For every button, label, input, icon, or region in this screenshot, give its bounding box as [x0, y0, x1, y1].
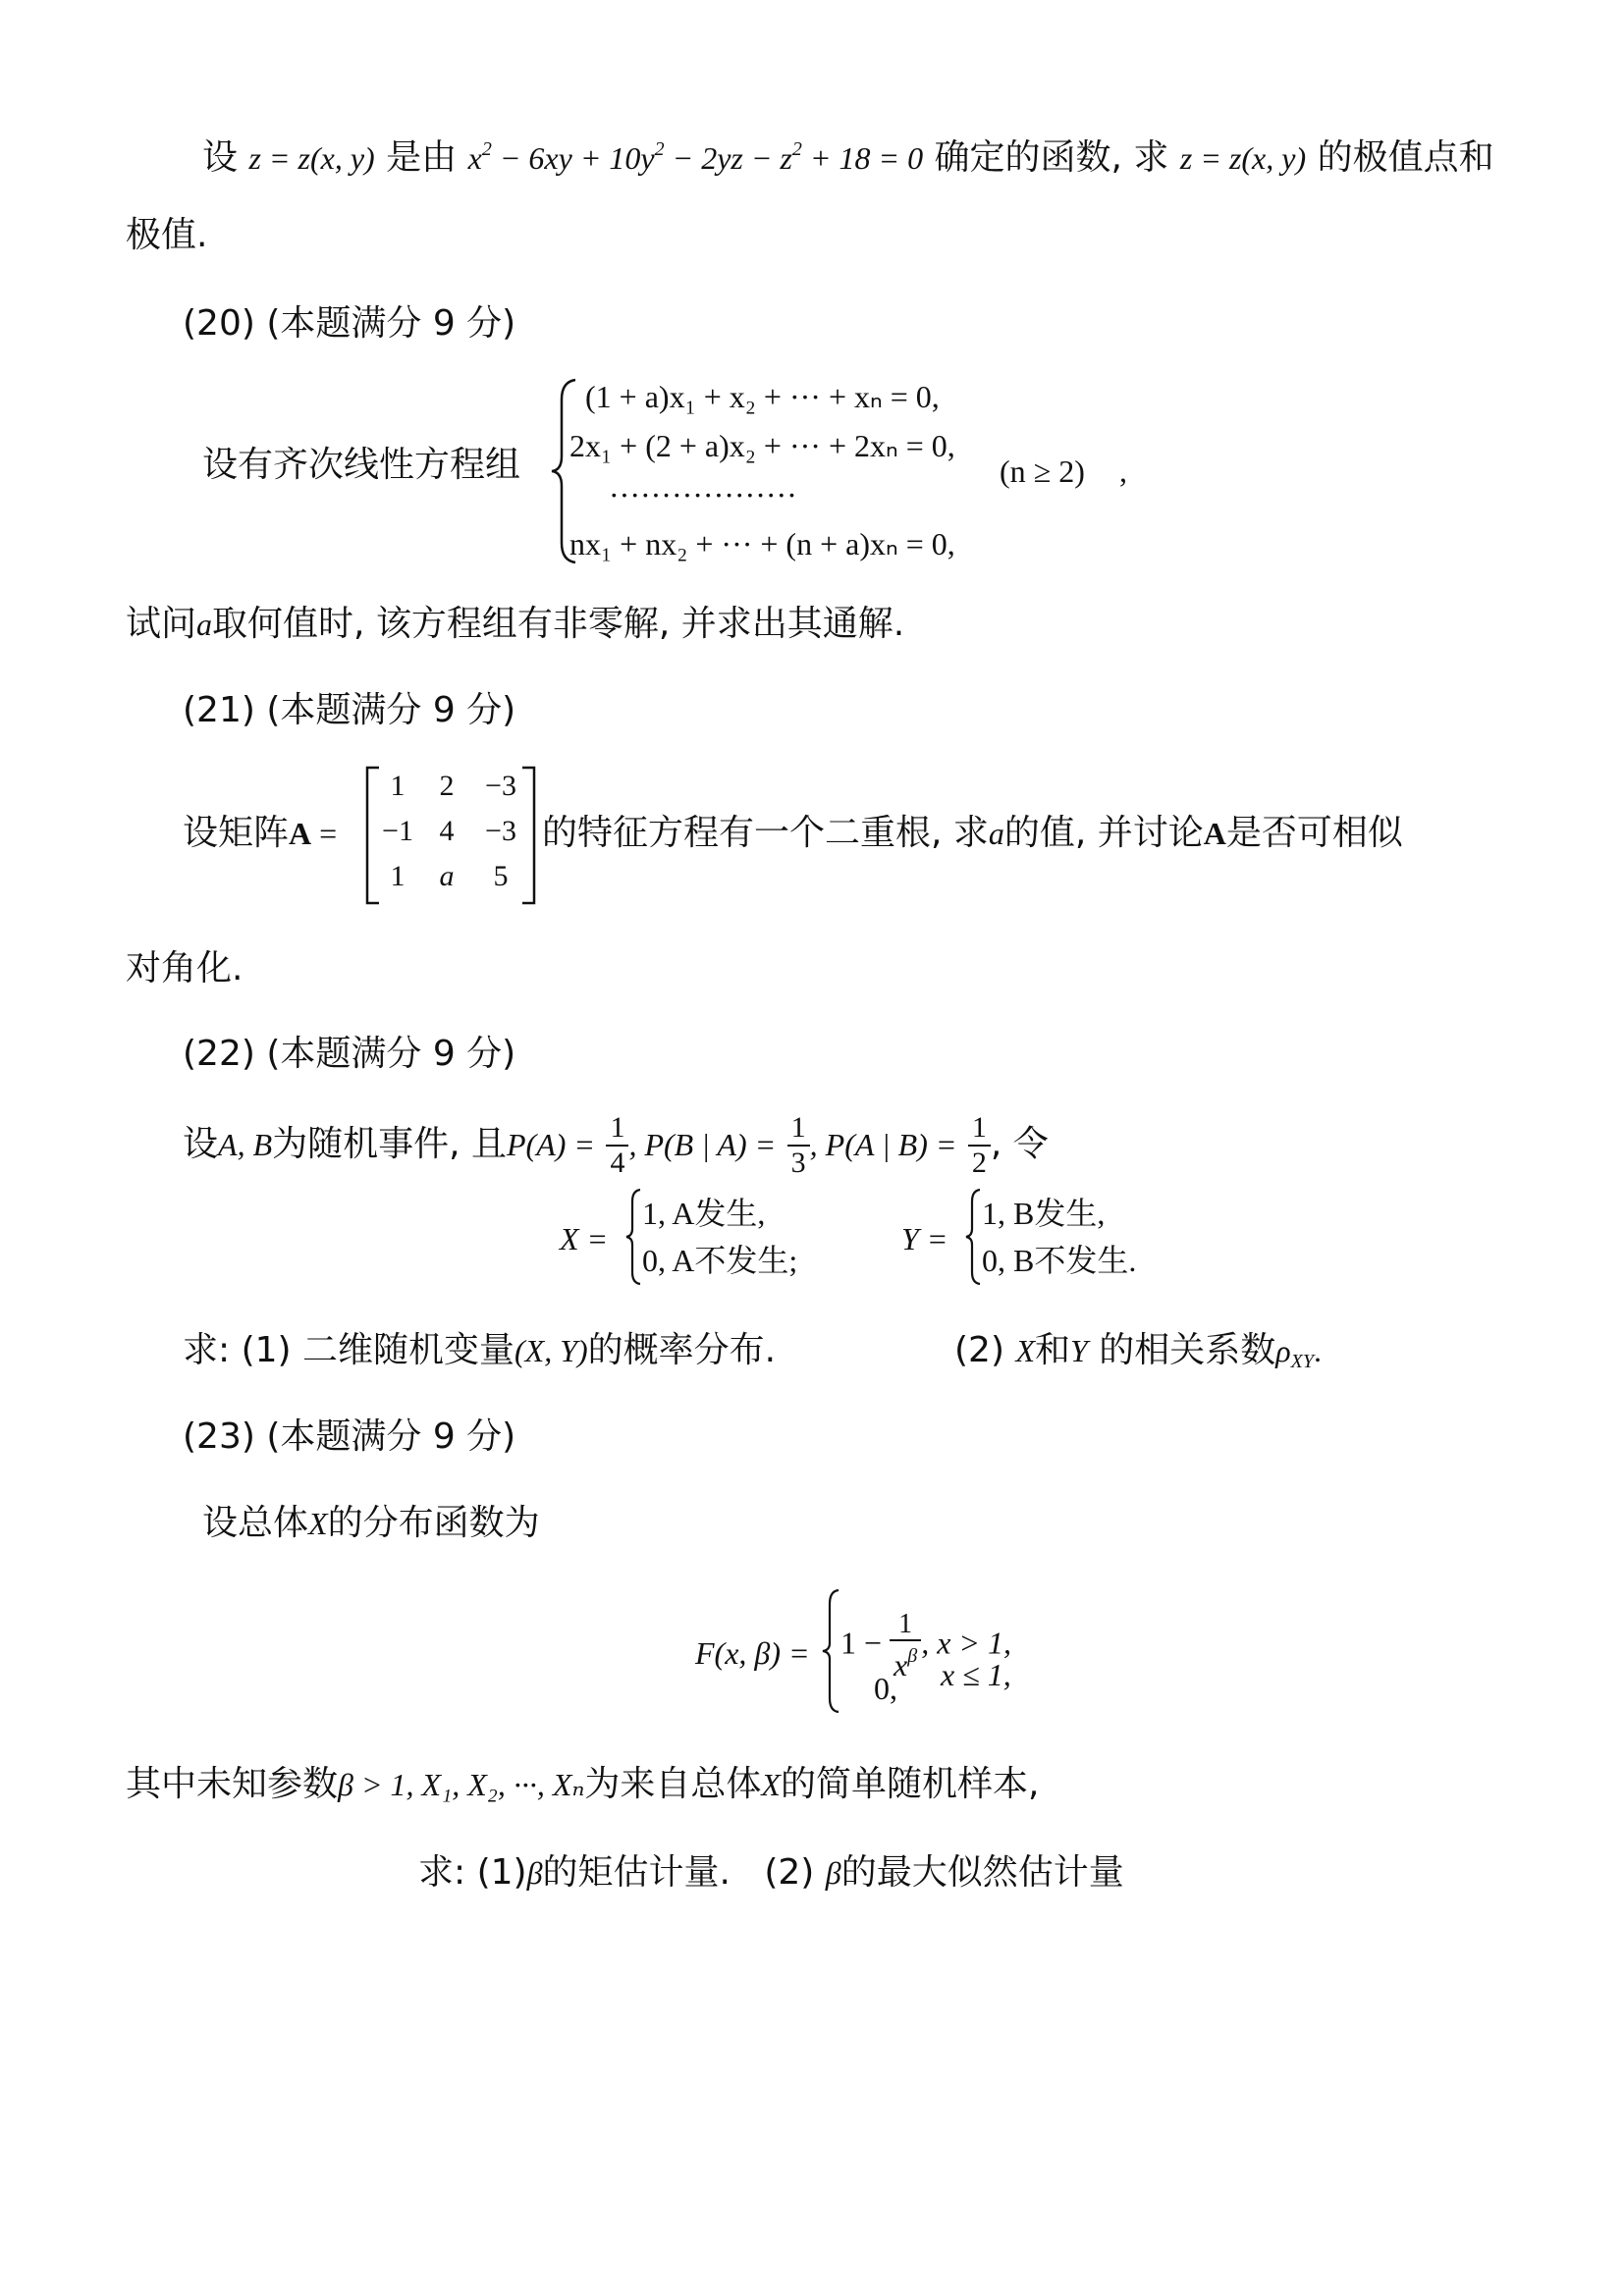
text: 的最大似然估计量: [840, 1852, 1124, 1893]
math-equation: $x^2 - 6xy + 10y^2 - 2yz - z^2 + 18 = 0$: [467, 138, 924, 176]
math-x: X: [308, 1506, 328, 1541]
q23-ask: [418, 1849, 1124, 1896]
F-case-0: 0,: [874, 1671, 897, 1706]
text: 设矩阵: [183, 813, 290, 853]
left-brace-icon: [964, 1188, 984, 1286]
math-xy: (X, Y): [514, 1333, 588, 1368]
matrix-cell: −3: [485, 770, 516, 802]
q23-header: (23) (本题满分 9 分): [183, 1416, 516, 1457]
text: 的概率分布.: [587, 1330, 777, 1370]
math-z2: z = z(x, y): [1179, 140, 1307, 176]
matrix-cell: −3: [485, 815, 516, 847]
text: , 令: [990, 1124, 1049, 1164]
q21-text: [542, 810, 1403, 857]
fraction-third: $\frac{1}{3}$: [787, 1111, 810, 1180]
left-brace-icon: [624, 1188, 644, 1286]
text: 其中未知参数: [126, 1764, 339, 1804]
text: 和: [1035, 1330, 1071, 1370]
text: 是否可相似: [1225, 813, 1403, 853]
q19-line1: [202, 126, 1494, 182]
y-def-label: Y =: [901, 1221, 948, 1256]
q20-eq2: 2x₁ + (2 + a)x₂ + ··· + 2xₙ = 0,: [569, 428, 955, 463]
math-beta: β: [526, 1855, 543, 1891]
q20-lead: 设有齐次线性方程组: [202, 445, 521, 485]
period: .: [1313, 1333, 1322, 1368]
y-case-1: 1, B发生,: [982, 1196, 1106, 1231]
text: 求: (1) 二维随机变量: [183, 1330, 515, 1370]
math-a: a: [196, 607, 213, 642]
rho-subscript: XY: [1290, 1351, 1314, 1372]
text: 的值, 并讨论: [1003, 813, 1204, 853]
left-brace-icon: [821, 1588, 842, 1714]
math-a: a: [988, 816, 1004, 851]
math-sample: β > 1, X₁, X₂, ···, Xₙ: [338, 1767, 585, 1802]
text: 的相关系数: [1099, 1330, 1276, 1370]
matrix-cell: 5: [493, 860, 509, 892]
fraction-one-over-x-beta: $\frac{1}{x^\beta}$: [890, 1610, 921, 1682]
condition-gt-1: , x > 1,: [921, 1625, 1012, 1661]
q23-lead: [202, 1500, 540, 1547]
matrix-A-ref: A: [1203, 816, 1226, 851]
y-case-0: 0, B不发生.: [982, 1243, 1137, 1278]
math-pab: , P(A | B) =: [809, 1127, 957, 1162]
x-case-0: 0, A不发生;: [642, 1243, 798, 1278]
matrix-cell: 1: [390, 860, 406, 892]
equals: =: [311, 816, 338, 851]
matrix-cell: a: [439, 860, 455, 892]
text: 为随机事件, 且: [272, 1124, 507, 1164]
text: 取何值时, 该方程组有非零解, 并求出其通解.: [212, 604, 905, 644]
math-y: Y: [1070, 1333, 1088, 1368]
q20-eq1: (1 + a)x₁ + x₂ + ··· + xₙ = 0,: [585, 379, 940, 414]
q20-header: (20) (本题满分 9 分): [183, 303, 516, 344]
math-x: X: [1015, 1333, 1035, 1368]
math-pba: , P(B | A) =: [628, 1127, 777, 1162]
q20-condition: (n ≥ 2): [1000, 454, 1085, 489]
q22-ask2: [954, 1327, 1322, 1385]
x-def-label: X =: [560, 1221, 609, 1256]
text: 确定的函数, 求: [934, 137, 1169, 178]
text: (2): [764, 1852, 815, 1893]
text: 的特征方程有一个二重根, 求: [542, 813, 989, 853]
text: 为来自总体: [584, 1764, 762, 1804]
matrix-cell: −1: [382, 815, 413, 847]
q21-lead: [183, 810, 337, 857]
x-case-1: 1, A发生,: [642, 1196, 766, 1231]
fraction-quarter: $\frac{1}{4}$: [606, 1111, 628, 1180]
text: 设: [202, 137, 239, 178]
text: 的分布函数为: [327, 1503, 540, 1543]
condition-le-1: x ≤ 1,: [941, 1657, 1011, 1692]
one-minus: 1 −: [840, 1625, 883, 1661]
q20-eq3: ··················: [609, 477, 797, 512]
q22-header: (22) (本题满分 9 分): [183, 1034, 516, 1074]
text: 的矩估计量.: [542, 1852, 731, 1893]
text: 试问: [126, 604, 197, 644]
matrix-cell: 2: [439, 770, 455, 802]
text: (2): [954, 1330, 1004, 1370]
q23-sample: [126, 1761, 1039, 1808]
text: 是由: [386, 137, 458, 178]
math-ab: A, B: [218, 1127, 273, 1162]
math-x: X: [761, 1767, 781, 1802]
matrix-A-label: A: [289, 816, 312, 851]
q22-lead: [183, 1111, 1049, 1180]
text: 设总体: [202, 1503, 309, 1543]
F-label: F(x, β) =: [695, 1635, 810, 1671]
q21-line2: 对角化.: [126, 948, 244, 988]
matrix-cell: 1: [390, 770, 406, 802]
text: 设: [183, 1124, 219, 1164]
q20-comma: ,: [1119, 454, 1127, 489]
q20-eq4: nx₁ + nx₂ + ··· + (n + a)xₙ = 0,: [569, 526, 955, 561]
q19-line2: 极值.: [126, 215, 208, 255]
fraction-half: $\frac{1}{2}$: [968, 1111, 991, 1180]
text: 求: (1): [418, 1852, 527, 1893]
math-rho: ρ: [1275, 1333, 1291, 1368]
text: 的极值点和: [1317, 137, 1494, 178]
q20-question: [126, 601, 904, 648]
q21-header: (21) (本题满分 9 分): [183, 690, 516, 730]
text: 的简单随机样本,: [780, 1764, 1040, 1804]
q22-ask1: [183, 1327, 776, 1374]
math-beta: β: [825, 1855, 841, 1891]
matrix-cell: 4: [439, 815, 455, 847]
math-z: z = z(x, y): [248, 140, 375, 176]
math-pa: P(A) =: [507, 1127, 595, 1162]
